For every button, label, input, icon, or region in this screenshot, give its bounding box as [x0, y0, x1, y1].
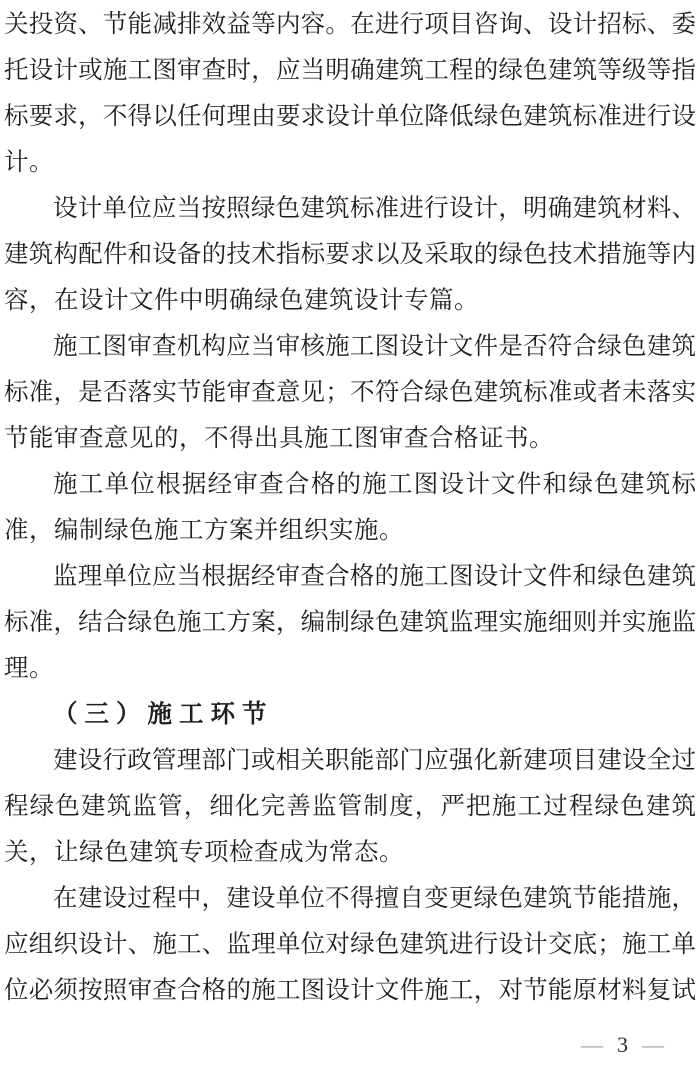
text-line: 设计单位应当按照绿色建筑标准进行设计，明确建筑材料、 [53, 195, 696, 222]
text-line: 计。 [4, 149, 54, 176]
text-line: 建设行政管理部门或相关职能部门应强化新建项目建设全过 [53, 747, 696, 774]
text-line: 应组织设计、施工、监理单位对绿色建筑进行设计交底；施工单 [4, 931, 696, 958]
text-line: 关投资、节能减排效益等内容。在进行项目咨询、设计招标、委 [4, 11, 696, 38]
text-line: 关，让绿色建筑专项检查成为常态。 [4, 839, 404, 866]
page-footer [581, 1034, 664, 1056]
text-line: 在建设过程中，建设单位不得擅自变更绿色建筑节能措施， [53, 885, 696, 912]
footer-dash-left: — [581, 1032, 603, 1057]
text-line: 施工图审查机构应当审核施工图设计文件是否符合绿色建筑 [53, 333, 696, 360]
text-line: 监理单位应当根据经审查合格的施工图设计文件和绿色建筑 [53, 563, 696, 590]
page-number: 3 [617, 1032, 628, 1057]
text-line: 标要求，不得以任何理由要求设计单位降低绿色建筑标准进行设 [4, 103, 696, 130]
text-line: 容，在设计文件中明确绿色建筑设计专篇。 [4, 287, 479, 314]
document-text-block [4, 2, 696, 1014]
text-line: 标准，结合绿色施工方案，编制绿色建筑监理实施细则并实施监 [4, 609, 696, 636]
text-line: 理。 [4, 655, 54, 682]
section-heading: （三）施工环节 [53, 701, 274, 728]
text-line: 建筑构配件和设备的技术指标要求以及采取的绿色技术措施等内 [4, 241, 696, 268]
text-line: 位必须按照审查合格的施工图设计文件施工，对节能原材料复试 [4, 977, 696, 1004]
text-line: 标准，是否落实节能审查意见；不符合绿色建筑标准或者未落实 [4, 379, 696, 406]
text-line: 准，编制绿色施工方案并组织实施。 [4, 517, 404, 544]
text-line: 程绿色建筑监管，细化完善监管制度，严把施工过程绿色建筑 [4, 793, 696, 820]
footer-dash-right: — [642, 1032, 664, 1057]
text-line: 节能审查意见的，不得出具施工图审查合格证书。 [4, 425, 554, 452]
text-line: 施工单位根据经审查合格的施工图设计文件和绿色建筑标 [53, 471, 696, 498]
text-line: 托设计或施工图审查时，应当明确建筑工程的绿色建筑等级等指 [4, 57, 696, 84]
